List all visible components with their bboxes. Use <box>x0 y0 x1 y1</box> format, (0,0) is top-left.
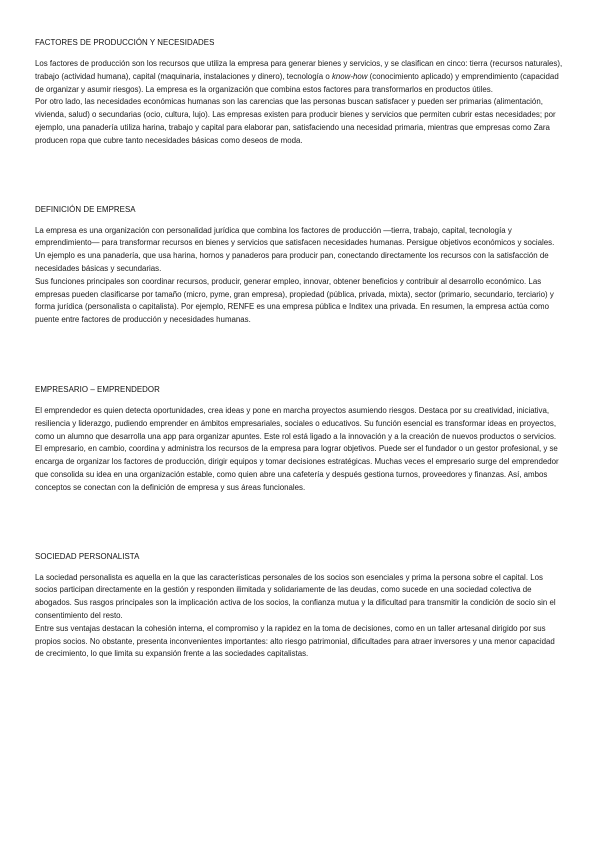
paragraph: La empresa es una organización con personalidad jurídica que combina los factores de producción —tierra, trabajo, capital, tecnología y emprendimiento— para transformar recursos en bienes y servicios que satisfacen necesidades humanas. Persigue objetivos económicos y sociales. Un ejemplo es una panadería, que usa harina, hornos y panaderos para producir pan, conectando directamente los recursos con la satisfacción de necesidades básicas y secundarias. <box>35 225 555 273</box>
section-heading: SOCIEDAD PERSONALISTA <box>35 551 140 561</box>
section-heading: EMPRESARIO – EMPRENDEDOR <box>35 384 160 394</box>
document-page <box>35 38 565 661</box>
spacer <box>35 148 565 205</box>
section-heading: FACTORES DE PRODUCCIÓN Y NECESIDADES <box>35 38 215 47</box>
section-factores-produccion <box>35 38 565 148</box>
paragraph: Sus funciones principales son coordinar recursos, producir, generar empleo, innovar, obtener beneficios y contribuir al desarrollo económico. Las empresas pueden clasificarse por tamaño (micro, pyme, gran empresa), propiedad (pública, privada, mixta), sector (primario, secundario, terciario) y forma jurídica (personalista o capitalista). Por ejemplo, RENFE es una empresa pública e Inditex una privada. En resumen, la empresa actúa como puente entre factores de producción y necesidades humanas. <box>35 276 554 325</box>
section-definicion-empresa <box>35 205 565 327</box>
section-heading: DEFINICIÓN DE EMPRESA <box>35 204 136 214</box>
paragraph: El emprendedor es quien detecta oportunidades, crea ideas y pone en marcha proyectos asumiendo riesgos. Destaca por su creatividad, iniciativa, resiliencia y liderazgo, pudiendo emprender en ámbitos empresariales, sociales o educativos. Su función esencial es transformar ideas en proyectos, como un alumno que desarrolla una app para organizar apuntes. Este rol está ligado a la innovación y a la creación de nuevos productos o servicios. <box>35 405 557 441</box>
spacer <box>35 495 565 552</box>
spacer <box>35 327 565 385</box>
paragraph: Por otro lado, las necesidades económicas humanas son las carencias que las personas buscan satisfacer y pueden ser primarias (alimentación, vivienda, salud) o secundarias (ocio, cultura, lujo). Las empresas existen para producir bienes y servicios que permiten cubrir estas necesidades; por ejemplo, una panadería utiliza harina, trabajo y capital para elaborar pan, satisfaciendo una necesidad primaria, mientras que empresas como Zara producen ropa que cubre tanto necesidades básicas como deseos de moda. <box>35 97 556 145</box>
paragraph: Entre sus ventajas destacan la cohesión interna, el compromiso y la rapidez en la toma de decisiones, como en un taller artesanal dirigido por sus propios socios. No obstante, presenta inconvenientes importantes: alto riesgo patrimonial, dificultades para atraer inversores y una menor capacidad de crecimiento, lo que limita su expansión frente a las sociedades capitalistas. <box>35 623 555 659</box>
paragraph: La sociedad personalista es aquella en la que las características personales de los socios son esenciales y prima la persona sobre el capital. Los socios participan directamente en la gestión y responden ilimitada y solidariamente de las deudas, como sucede en una sociedad colectiva de abogados. Sus rasgos principales son la implicación activa de los socios, la confianza mutua y la dificultad para transmitir la condición de socio sin el consentimiento del resto. <box>35 572 556 620</box>
section-empresario-emprendedor <box>35 385 565 495</box>
paragraph-text: (conocimiento aplicado) y emprendimiento (capacidad de organizar y asumir riesgos). La empresa es la organización que combina estos factores para transformarlos en productos útiles. <box>35 71 559 94</box>
paragraph: El empresario, en cambio, coordina y administra los recursos de la empresa para lograr objetivos. Puede ser el fundador o un gestor profesional, y se encarga de organizar los factores de producción, dirigir equipos y tomar decisiones estratégicas. Muchas veces el empresario surge del emprendedor que consolida su idea en una organización estable, como quien abre una cafetería y después gestiona turnos, proveedores y finanzas. Así, ambos conceptos se conectan con la definición de empresa y sus áreas funcionales. <box>35 444 559 492</box>
paragraph <box>35 58 565 96</box>
section-sociedad-personalista <box>35 552 565 662</box>
paragraph-text: Los factores de producción son los recursos que utiliza la empresa para generar bienes y servicios, y se clasifican en cinco: tierra (recursos naturales), trabajo (actividad humana), capital (maquinaria, instalaciones y dinero), tecnología o <box>35 59 563 81</box>
italic-term: know-how <box>331 71 368 81</box>
